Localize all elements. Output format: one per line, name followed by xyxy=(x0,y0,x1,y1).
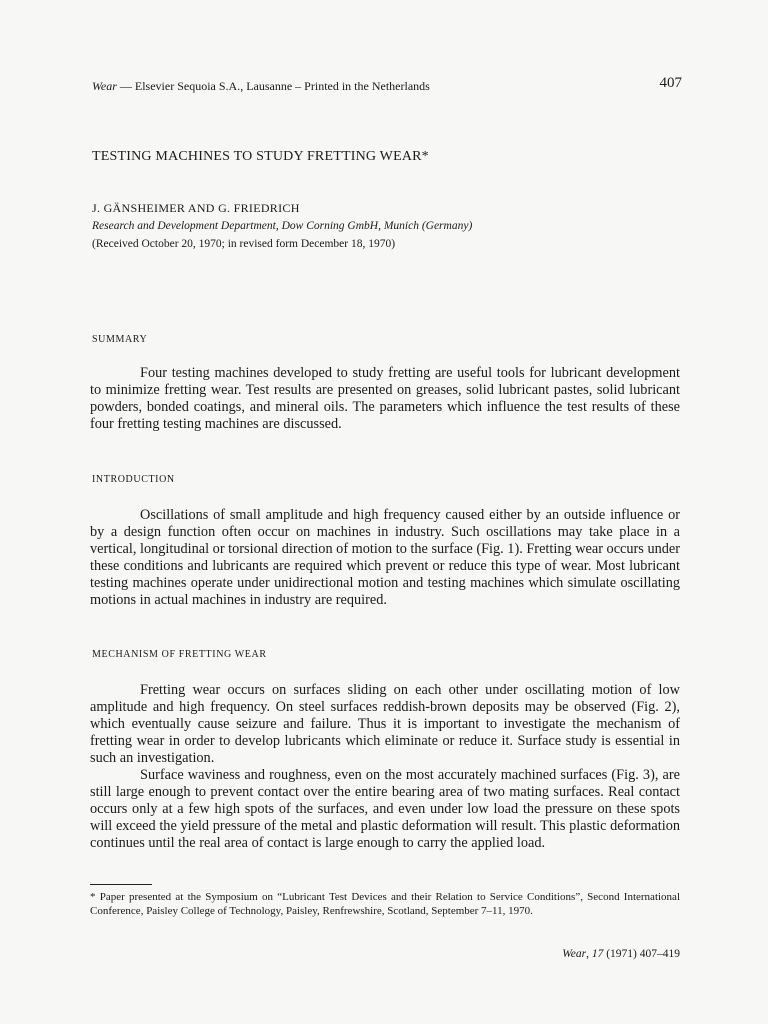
introduction-heading: INTRODUCTION xyxy=(92,474,175,485)
summary-heading: SUMMARY xyxy=(92,334,148,345)
summary-paragraph xyxy=(90,365,680,433)
footnote-rule xyxy=(90,884,152,885)
article-title: TESTING MACHINES TO STUDY FRETTING WEAR* xyxy=(92,149,429,164)
citation-year-pages: (1971) 407–419 xyxy=(603,948,680,960)
mechanism-paragraph-1 xyxy=(90,682,680,767)
citation-volume: 17 xyxy=(591,948,604,960)
citation-journal: Wear xyxy=(562,948,587,960)
mechanism-heading: MECHANISM OF FRETTING WEAR xyxy=(92,649,267,660)
header-publisher-line: — Elsevier Sequoia S.A., Lausanne – Printed in the Netherlands xyxy=(116,79,430,93)
citation-line: Wear, 17 (1971) 407–419 xyxy=(562,948,680,960)
mechanism-paragraph-2 xyxy=(90,767,680,852)
introduction-paragraph xyxy=(90,507,680,609)
running-header xyxy=(92,75,682,94)
author-affiliation: Research and Development Department, Dow Corning GmbH, Munich (Germany) xyxy=(92,220,473,232)
page-number: 407 xyxy=(659,75,682,91)
article-authors: J. GÄNSHEIMER AND G. FRIEDRICH xyxy=(92,201,300,215)
mechanism-text-1: Fretting wear occurs on surfaces sliding on each other under oscillating motion of low amplitude and high frequency. On steel surfaces reddish-brown deposits may be observed (Fig. 2), which eventually cause seizure and failure. Thus it is important to investigate the mechanism of fretting wear in order to develop lubricants which eliminate or reduce it. Surface study is essential in such an investigation. xyxy=(90,682,680,766)
mechanism-text-2: Surface waviness and roughness, even on the most accurately machined surfaces (Fig. 3), are still large enough to prevent contact over the entire bearing area of two mating surfaces. Real contact occurs only at a few high spots of the surfaces, and even under low load the pressure on these spots will exceed the yield pressure of the metal and plastic deformation will result. This plastic deformation continues until the real area of contact is large enough to carry the applied load. xyxy=(90,767,680,851)
summary-text: Four testing machines developed to study fretting are useful tools for lubricant development to minimize fretting wear. Test results are presented on greases, solid lubricant pastes, solid lubricant powders, bonded coatings, and mineral oils. The parameters which influence the test results of these four fretting testing machines are discussed. xyxy=(90,365,680,432)
footnote: * Paper presented at the Symposium on “Lubricant Test Devices and their Relation to Service Conditions”, Second International Conference, Paisley College of Technology, Paisley, Renfrewshire, Scotland, September 7–11, 1970. xyxy=(90,891,680,917)
received-dates: (Received October 20, 1970; in revised form December 18, 1970) xyxy=(92,238,396,250)
header-journal-name: Wear xyxy=(92,79,117,93)
introduction-text: Oscillations of small amplitude and high frequency caused either by an outside influence or by a design function often occur on machines in industry. Such oscillations may take place in a vertical, longitudinal or torsional direction of motion to the surface (Fig. 1). Fretting wear occurs under these conditions and lubricants are required which prevent or reduce this type of wear. Most lubricant testing machines operate under unidirectional motion and testing machines which simulate oscillating motions in actual machines in industry are required. xyxy=(90,507,680,608)
